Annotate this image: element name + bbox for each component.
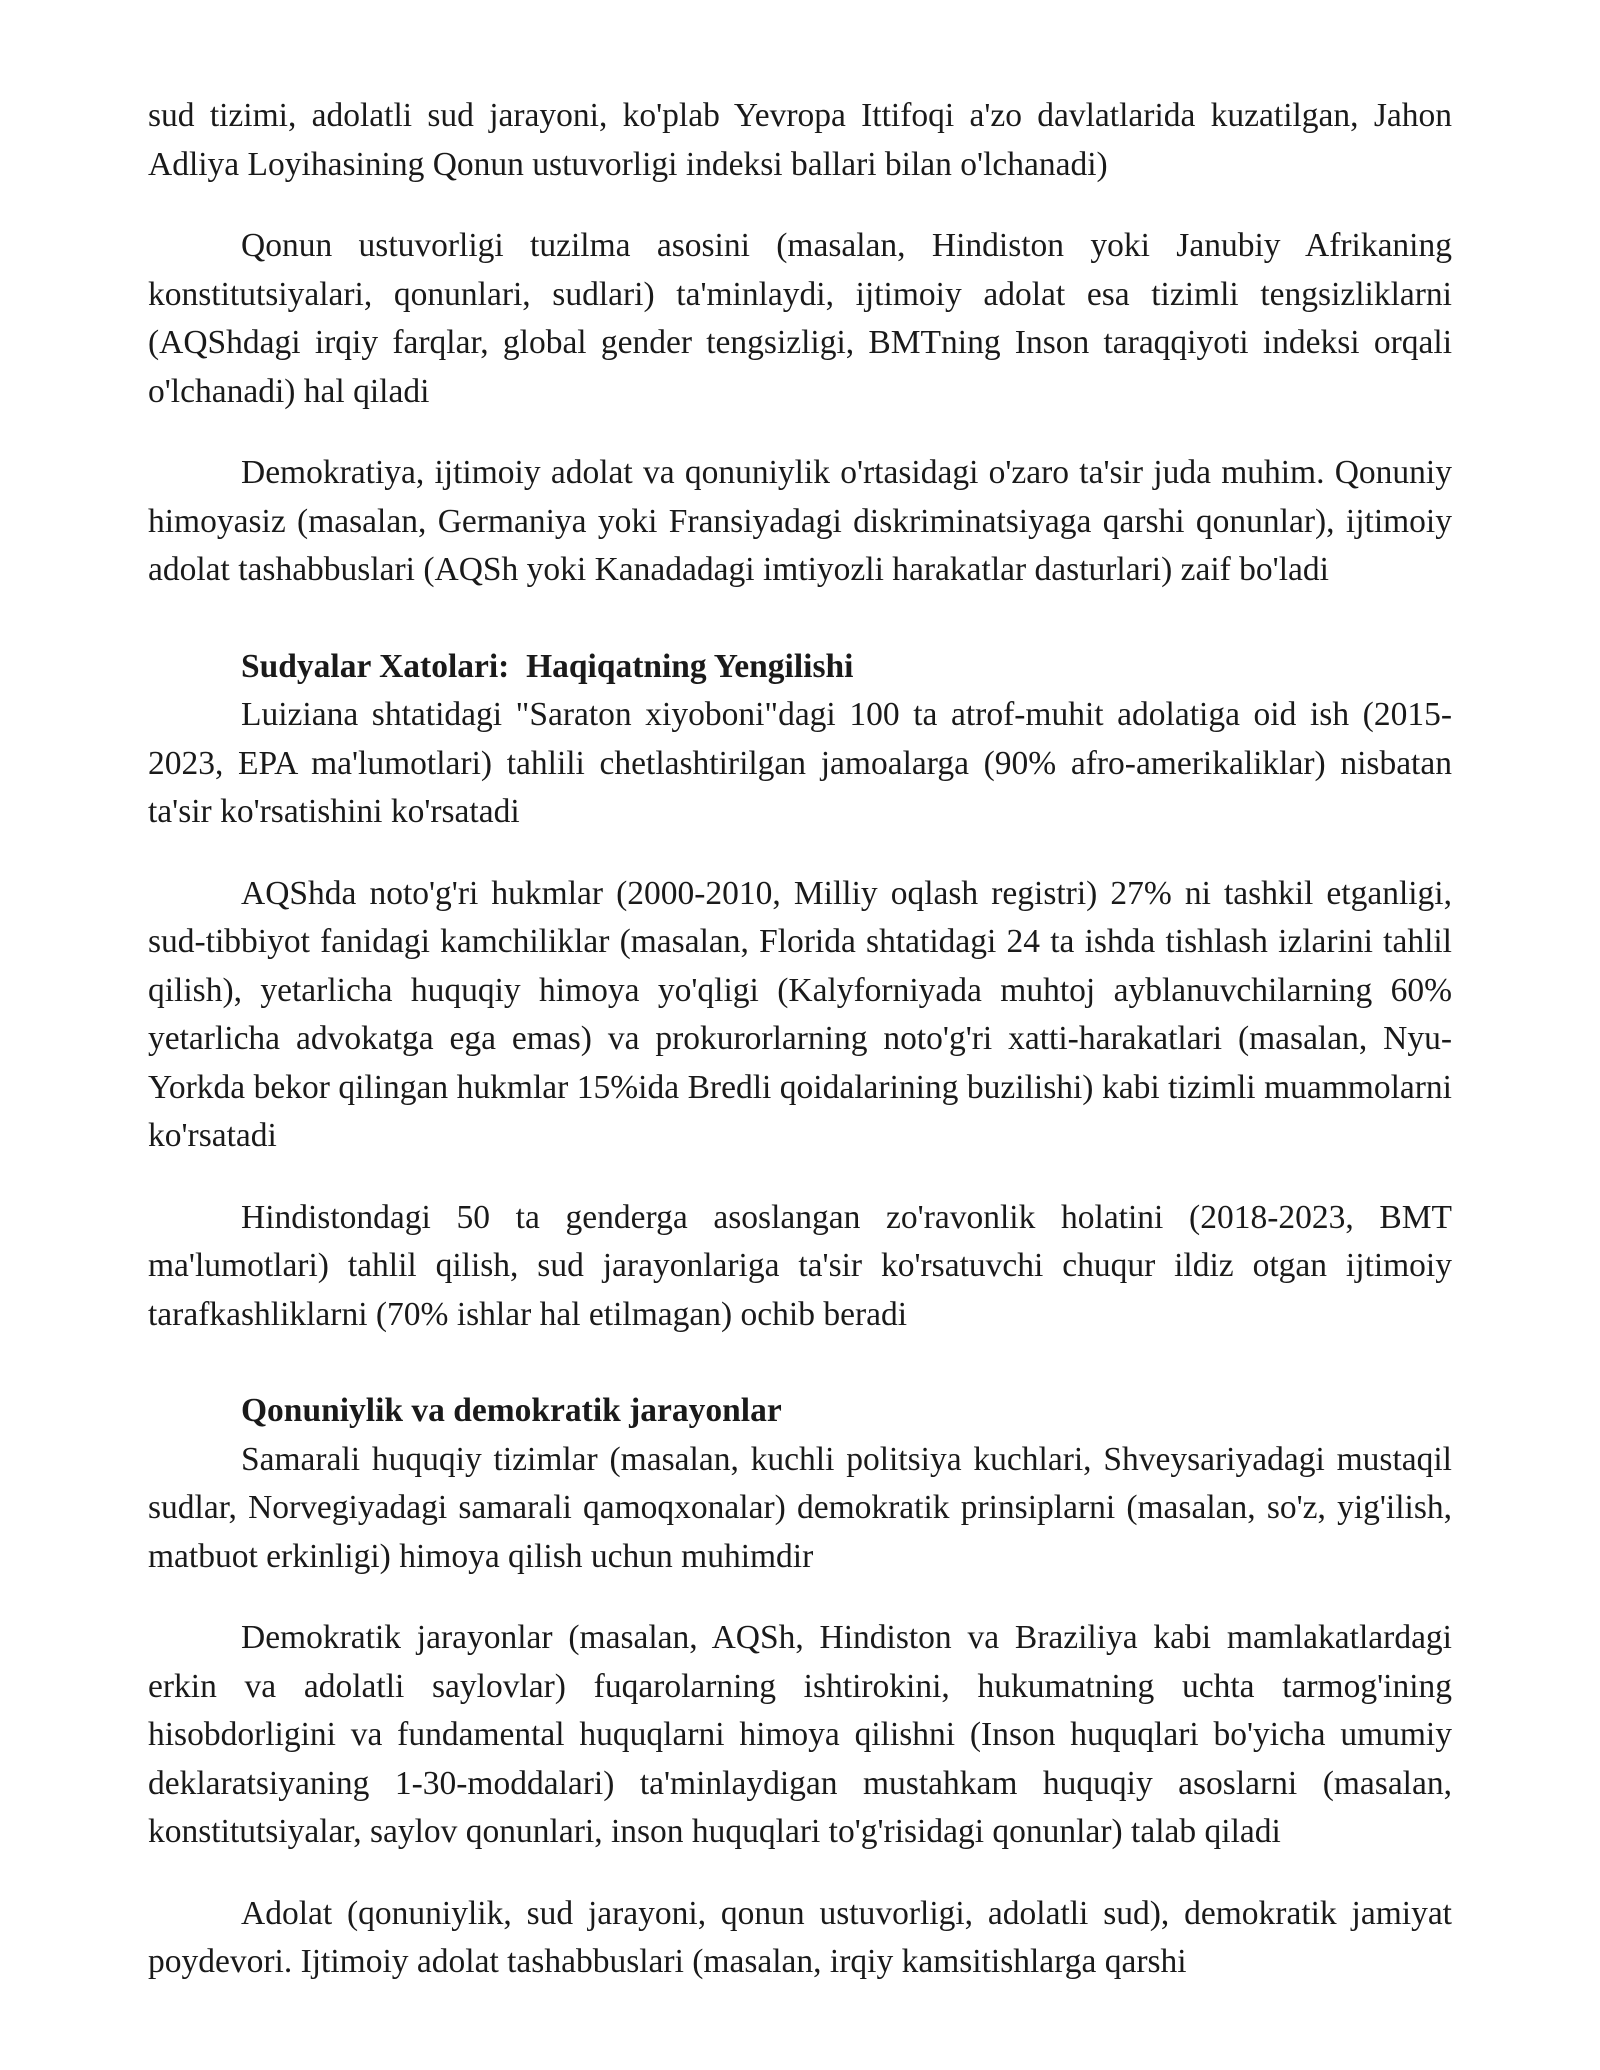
paragraph-6: Hindistondagi 50 ta genderga asoslangan zo'ravonlik holatini (2018-2023, BMT ma'lumotlari) tahlil qilish, sud jarayonlariga ta'sir ko'rsatuvchi chuqur ildiz otgan ijtimoiy tarafkashliklarni (70% ishlar hal etilmagan) ochib beradi <box>148 1198 1452 1333</box>
document-page <box>148 92 1452 1987</box>
section-heading-2: Qonuniylik va demokratik jarayonlar <box>241 1392 782 1429</box>
paragraph-7: Samarali huquqiy tizimlar (masalan, kuchli politsiya kuchlari, Shveysariyadagi mustaqil sudlar, Norvegiyadagi samarali qamoqxonalar) demokratik prinsiplarni (masalan, so'z, yig'ilish, matbuot erkinligi) himoya qilish uchun muhimdir <box>148 1440 1452 1575</box>
paragraph-8: Demokratik jarayonlar (masalan, AQSh, Hindiston va Braziliya kabi mamlakatlardagi erkin va adolatli saylovlar) fuqarolarning ishtirokini, hukumatning uchta tarmog'ining hisobdorligini va fundamental huquqlarni himoya qilishni (Inson huquqlari bo'yicha umumiy deklaratsiyaning 1-30-moddalari) ta'minlaydigan mustahkam huquqiy asoslarni (masalan, konstitutsiyalar, saylov qonunlari, inson huquqlari to'g'risidagi qonunlar) talab qiladi <box>148 1619 1452 1850</box>
paragraph-9: Adolat (qonuniylik, sud jarayoni, qonun ustuvorligi, adolatli sud), demokratik jamiyat poydevori. Ijtimoiy adolat tashabbuslari (masalan, irqiy kamsitishlarga qarshi <box>148 1894 1452 1980</box>
paragraph-4: Luiziana shtatidagi "Saraton xiyoboni"dagi 100 ta atrof-muhit adolatiga oid ish (2015-2023, EPA ma'lumotlari) tahlili chetlashtirilgan jamoalarga (90% afro-amerikaliklar) nisbatan ta'sir ko'rsatishini ko'rsatadi <box>148 696 1452 830</box>
section-heading-1: Sudyalar Xatolari: Haqiqatning Yengilishi <box>241 647 854 685</box>
paragraph-1: sud tizimi, adolatli sud jarayoni, ko'plab Yevropa Ittifoqi a'zo davlatlarida kuzatilgan, Jahon Adliya Loyihasining Qonun ustuvorligi indeksi ballari bilan o'lchanadi) <box>148 97 1452 183</box>
paragraph-3: Demokratiya, ijtimoiy adolat va qonuniylik o'rtasidagi o'zaro ta'sir juda muhim. Qonuniy himoyasiz (masalan, Germaniya yoki Fransiyadagi diskriminatsiyaga qarshi qonunlar), ijtimoiy adolat tashabbuslari (AQSh yoki Kanadadagi imtiyozli harakatlar dasturlari) zaif bo'ladi <box>148 454 1452 588</box>
paragraph-2: Qonun ustuvorligi tuzilma asosini (masalan, Hindiston yoki Janubiy Afrikaning konstitutsiyalari, qonunlari, sudlari) ta'minlaydi, ijtimoiy adolat esa tizimli tengsizliklarni (AQShdagi irqiy farqlar, global gender tengsizligi, BMTning Inson taraqqiyoti indeksi orqali o'lchanadi) hal qiladi <box>148 227 1452 410</box>
paragraph-5: AQShda noto'g'ri hukmlar (2000-2010, Milliy oqlash registri) 27% ni tashkil etganligi, sud-tibbiyot fanidagi kamchiliklar (masalan, Florida shtatidagi 24 ta ishda tishlash izlarini tahlil qilish), yetarlicha huquqiy himoya yo'qligi (Kalyforniyada muhtoj ayblanuvchilarning 60% yetarlicha advokatga ega emas) va prokurorlarning noto'g'ri xatti-harakatlari (masalan, Nyu-Yorkda bekor qilingan hukmlar 15%ida Bredli qoidalarining buzilishi) kabi tizimli muammolarni ko'rsatadi <box>148 874 1452 1154</box>
